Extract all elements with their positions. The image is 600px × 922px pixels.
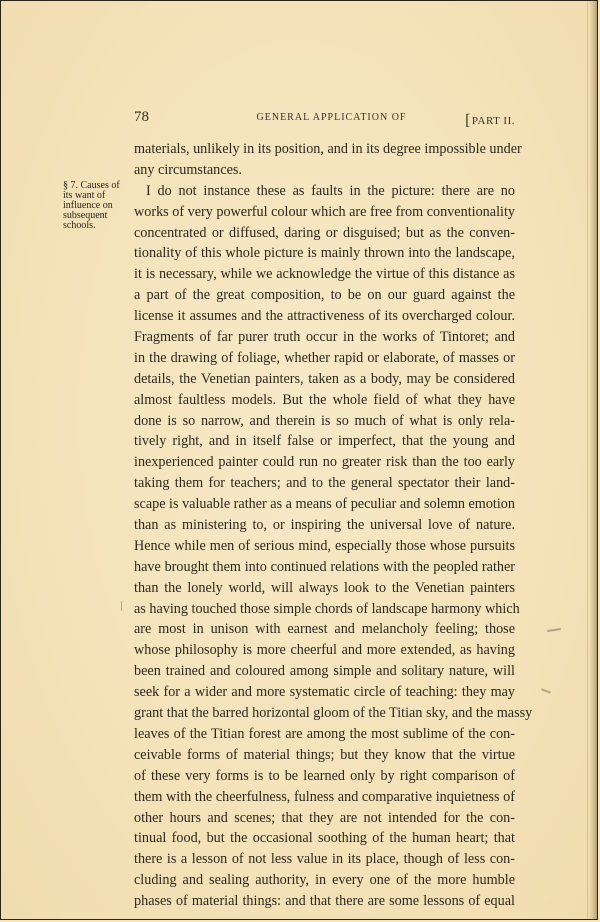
text-line: materials, unlikely in its position, and in its degree impossible under bbox=[134, 141, 522, 157]
text-line: have brought them into continued relations with the peopled rather bbox=[134, 558, 515, 575]
page-edge-shadow bbox=[589, 1, 597, 919]
body-text bbox=[134, 139, 533, 912]
text-line: inexperienced painter could run no greater risk than the too early bbox=[134, 454, 515, 471]
text-line: are most in unison with earnest and melancholy feeling; those bbox=[134, 621, 515, 638]
text-line: details, the Venetian painters, taken as a body, may be considered bbox=[134, 370, 515, 387]
text-line: seek for a wider and more systematic circle of teaching: they may bbox=[134, 684, 515, 701]
sidenote-line: its want of bbox=[63, 190, 106, 201]
text-line: Fragments of far purer truth occur in the works of Tintoret; and bbox=[134, 329, 515, 346]
text-line: whose philosophy is more cheerful and more extended, as having bbox=[134, 642, 515, 659]
text-line: grant that the barred horizontal gloom of the Titian sky, and the massy bbox=[134, 705, 533, 722]
text-line: license it assumes and the attractiveness of its overcharged colour. bbox=[134, 308, 515, 325]
sidenote-line: § 7. Causes of bbox=[63, 180, 120, 191]
sidenote-line: subsequent bbox=[63, 210, 108, 221]
text-line: leaves of the Titian forest are among the most sublime of the con- bbox=[134, 725, 515, 742]
text-line: concentrated or diffused, daring or disguised; but as the conven- bbox=[134, 224, 515, 241]
text-line: been trained and coloured among simple and solitary nature, will bbox=[134, 663, 515, 680]
text-line: it is necessary, while we acknowledge the virtue of this distance as bbox=[134, 266, 515, 283]
page-edge-line bbox=[587, 1, 588, 919]
margin-ink-mark bbox=[541, 688, 551, 693]
margin-ink-mark bbox=[121, 601, 122, 611]
part-label: PART II. bbox=[471, 115, 515, 127]
sidenote-line: influence on bbox=[63, 200, 113, 211]
text-line: as having touched those simple chords of landscape harmony which bbox=[134, 600, 520, 617]
text-line: ceivable forms of material things; but they know that the virtue bbox=[134, 746, 515, 763]
text-line: than the lonely world, will always look to the Venetian painters bbox=[134, 579, 515, 596]
text-line: any circumstances. bbox=[134, 161, 242, 178]
text-line: works of very powerful colour which are free from conventionality bbox=[134, 203, 515, 220]
text-line: in the drawing of foliage, whether rapid or elaborate, of masses or bbox=[134, 349, 515, 366]
margin-ink-mark bbox=[547, 628, 561, 632]
text-line: almost faultless models. But the whole field of what they have bbox=[134, 391, 515, 408]
text-line: than as ministering to, or inspiring the universal love of nature. bbox=[134, 517, 515, 534]
sidenote-line: schools. bbox=[63, 220, 96, 231]
running-head-part bbox=[465, 111, 515, 129]
text-line: of these very forms is to be learned only by right comparison of bbox=[134, 767, 515, 784]
text-line: a part of the great composition, to be on our guard against the bbox=[134, 287, 515, 304]
margin-sidenote bbox=[63, 181, 133, 231]
text-line: tionality of this whole picture is mainly thrown into the landscape, bbox=[134, 245, 515, 262]
text-line: phases of material things: and that there are some lessons of equal bbox=[134, 893, 515, 910]
text-line: cluding and sealing authority, in every one of the more humble bbox=[134, 872, 515, 889]
text-line: done is so narrow, and therein is so much of what is only rela- bbox=[134, 412, 515, 429]
part-bracket: [ bbox=[465, 112, 471, 129]
text-line: Hence while men of serious mind, especially those whose pursuits bbox=[134, 537, 515, 554]
text-line: tinual food, but the occasional soothing of the human heart; that bbox=[134, 830, 515, 847]
running-head bbox=[134, 109, 515, 129]
text-line: there is a lesson of not less value in its place, though of less con- bbox=[134, 851, 515, 868]
text-line: taking them for teachers; and to the general spectator their land- bbox=[134, 475, 515, 492]
text-line: them with the cheerfulness, fulness and comparative inquietness of bbox=[134, 788, 515, 805]
paragraph-start-line: I do not instance these as faults in the picture: there are no bbox=[146, 182, 515, 199]
text-line: tively right, and in itself false or imperfect, that the young and bbox=[134, 433, 515, 450]
page-number: 78 bbox=[134, 109, 149, 125]
text-line: other hours and scenes; that they are not intended for the con- bbox=[134, 809, 515, 826]
running-head-title: GENERAL APPLICATION OF bbox=[256, 112, 407, 123]
text-line: scape is valuable rather as a means of peculiar and solemn emotion bbox=[134, 496, 515, 513]
